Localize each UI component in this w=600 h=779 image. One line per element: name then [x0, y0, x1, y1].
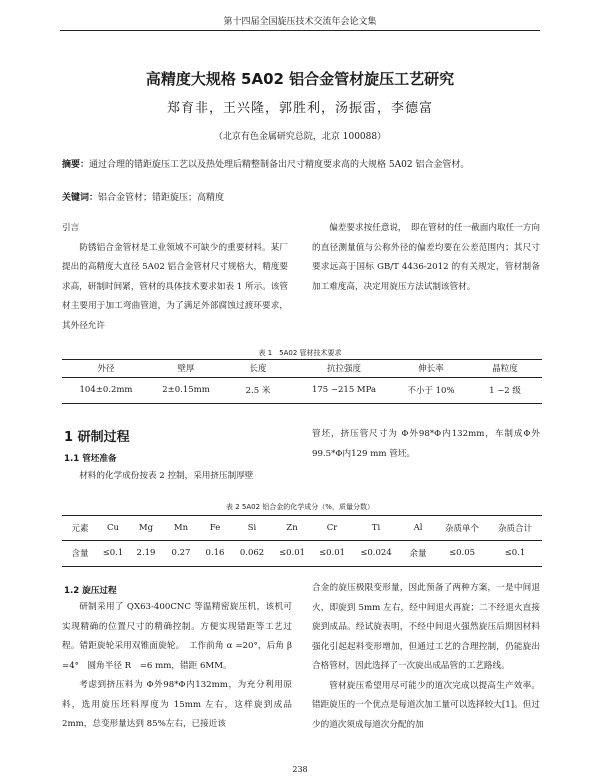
table2-header-cell: Zn [286, 523, 298, 533]
table2-header-row [62, 516, 542, 540]
table1-header-cell: 壁厚 [177, 364, 195, 374]
running-header: 第十四届全国旋压技术交流年会论文集 [223, 17, 377, 27]
keywords-label: 关键词： [62, 193, 99, 203]
table1-cell: 不小于 10% [407, 386, 455, 396]
table2-cell: ≤0.01 [278, 548, 306, 558]
intro-left-paragraph: 防锈铝合金管材是工业领域不可缺少的重要材料。某厂提出的高精度大直径 5A02 铝合金管材尺寸规格大，精度要求高，研制时间紧，管材的具体技术要求如表 1 所示。该管材主要用于加工弯曲管道，为了满足外部腐蚀过渡环要求，其外径允许 [62, 242, 288, 331]
table1-cell: 1 ~2 级 [489, 386, 521, 396]
table2-header-cell: Mg [138, 523, 154, 533]
table2-cell: ≤0.1 [102, 548, 124, 558]
table2-header-cell: Al [413, 523, 423, 533]
table1-cell: 2±0.15mm [162, 385, 210, 395]
subsection-1-1-continuation: 管坯，挤压管尺寸为 Φ外98*Φ内132mm，车制成Φ外99.5*Φ内129 mm 管坯。 [312, 429, 540, 459]
table2-header-cell: Ti [371, 523, 381, 533]
intro-left-column [62, 219, 288, 336]
page-number: 238 [292, 765, 308, 774]
intro-heading: 引言 [62, 223, 80, 233]
subsection-1-1-paragraph: 材料的化学成份按表 2 控制，采用挤压制厚壁 [79, 471, 254, 481]
subsection-1-2-left-text [62, 598, 292, 735]
abstract-label: 摘要： [62, 160, 90, 170]
table2-header-cell: Si [247, 523, 257, 533]
table2-cell: 余量 [409, 549, 427, 559]
table2-row [62, 540, 542, 566]
table2-header-cell: Fe [209, 523, 221, 533]
abstract [62, 159, 552, 172]
table2-cell: 0.062 [239, 548, 265, 558]
author-list: 郑育非，王兴隆，郭胜利，汤振雷，李德富 [166, 101, 433, 116]
table1-cell: 2.5 米 [245, 386, 271, 396]
keywords-text: 铝合金管材；错距旋压；高精度 [98, 193, 225, 203]
header-rule [60, 30, 540, 31]
table1-header-cell: 抗拉强度 [326, 364, 361, 374]
table2-header-cell: Cr [326, 523, 338, 533]
table1 [62, 359, 542, 403]
table1-header-row [62, 359, 542, 377]
table2-cell: 0.16 [205, 548, 225, 558]
table2-cell: 2.19 [136, 548, 156, 558]
table2-bottom-rule [62, 566, 542, 567]
subsection-heading-1-1: 1.1 管坯准备 [64, 454, 117, 464]
table2-header-cell: 元素 [71, 524, 89, 534]
table1-header-cell: 外径 [97, 364, 115, 374]
subsection-1-2-right-text [312, 579, 540, 735]
table2-cell: 含量 [71, 549, 89, 559]
subsection-1-1-left-text [62, 467, 292, 487]
subsection-1-2-paragraph-3: 合金的旋压极限变形量，因此预备了两种方案，一是中间退火，即旋到 5mm 左右，经中间退火再旋；二不经退火直接旋到成品。经试旋表明，不经中间退火强然旋压后期因材料强化引起起料变形增加，但通过工艺的合理控制，仍能旋出合格管材，因此选择了一次旋出成品管的工艺路线。 [312, 583, 540, 671]
table2-header-cell: Cu [107, 523, 119, 533]
table2-header-cell: 杂质单个 [444, 524, 479, 534]
table1-row [62, 377, 542, 403]
table2 [62, 516, 542, 566]
intro-right-column [312, 219, 540, 297]
paper-title: 高精度大规格 5A02 铝合金管材旋压工艺研究 [145, 70, 455, 88]
subsection-heading-1-2: 1.2 旋压过程 [64, 586, 117, 596]
table2-caption: 表 2 5A02 铝合金的化学成分（%，质量分数） [226, 503, 374, 511]
table2-header-cell: 杂质合计 [497, 524, 532, 534]
table1-caption: 表 1 5A02 管材技术要求 [258, 349, 342, 357]
intro-right-paragraph: 偏差要求按任意说， 即在管材的任一截面内取任一方向的直径测量值与公称外径的偏差均要在公差范围内；其尺寸要求远高于国标 GB/T 4436-2012 的有关规定，管材制备加工难度高，决定用旋压方法试制该管材。 [312, 223, 540, 292]
subsection-1-2-paragraph-2: 考虑到挤压料为 Φ外98*Φ内132mm，为充分利用原料，选用旋压坯料厚度为 15mm 左右，这样旋到成品 2mm，总变形量达到 85%左右，已接近该 [62, 680, 292, 729]
table2-cell: ≤0.024 [360, 548, 392, 558]
table1-header-cell: 伸长率 [418, 364, 444, 374]
section-heading: 1 研制过程 [64, 430, 130, 445]
table1-header-cell: 晶粒度 [492, 364, 518, 374]
abstract-text: 通过合理的错距旋压工艺以及热处理后精整制备出尺寸精度要求高的大规格 5A02 铝合金管材。 [89, 160, 470, 170]
subsection-1-2-paragraph-1: 研制采用了 QX63-400CNC 等温精密旋压机，该机可实现精确的位置尺寸的精确控制。方便实现错距等工艺过程。错距旋轮采用双锥面旋轮。 工作前角 α =20°，后角 β =4° 圆角半径 R =6 mm，错距 6MM。 [62, 602, 292, 671]
table2-cell: ≤0.1 [504, 548, 526, 558]
table1-header-cell: 长度 [249, 364, 267, 374]
affiliation: （北京有色金属研究总院，北京 100088） [213, 132, 387, 142]
subsection-1-1-right-text [312, 425, 540, 464]
table2-cell: 0.27 [171, 548, 191, 558]
subsection-1-2-paragraph-4: 管材旋压希望用尽可能少的道次完成以提高生产效率。错距旋压的一个优点是每道次加工量可以选择较大[1]。但过少的道次须成每道次分配的加 [312, 680, 540, 730]
table2-cell: ≤0.01 [318, 548, 346, 558]
keywords [62, 190, 552, 203]
table1-cell: 175 ~215 MPa [311, 385, 377, 395]
table2-header-cell: Mn [173, 523, 189, 533]
table1-cell: 104±0.2mm [79, 385, 133, 395]
table2-cell: ≤0.05 [448, 548, 476, 558]
table1-bottom-rule [62, 403, 542, 404]
